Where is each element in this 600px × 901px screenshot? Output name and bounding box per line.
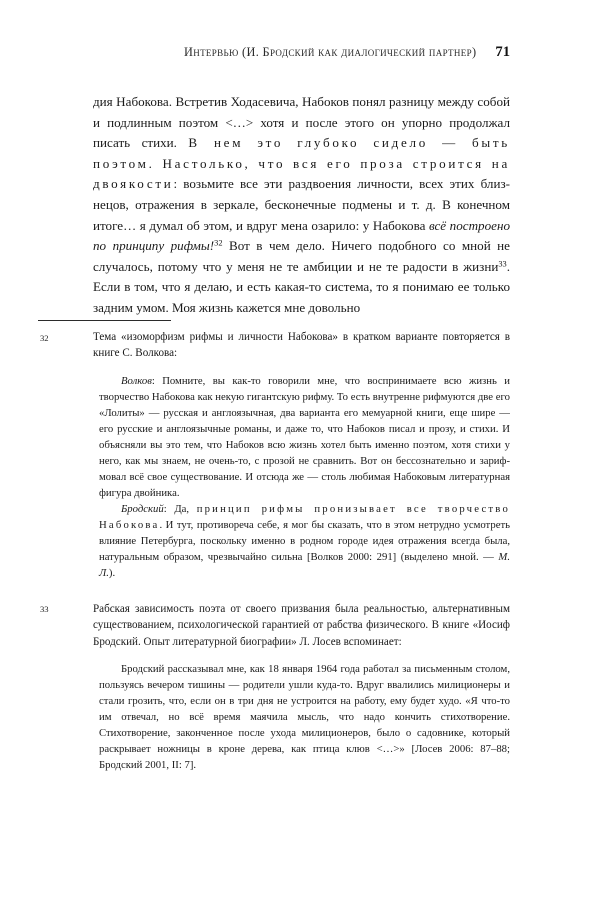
- body-text-block: [93, 92, 510, 319]
- quote-text-volkov: Помните, вы как-то говорили мне, что воспринимаете всю жизнь и творчество Набокова как некую гигантскую рифму. То есть внутренне рифмуются две его «Лолиты» — русская и англоязычная, два варианта его мемуарной книги, еще шире — его русские и англоязычные романы, и даже то, что Набоков писал и прозу, и стихи. И объясняли вы это тем, что Набоков всю жизнь хотел быть именно поэтом, хотя стихи у него, как мы знаем, не очень-то, с прозой не сравнить. Вот он бессознательно и зарифмовал всё свое существование. И отсюда же — столь любимая Набоковым литературная фигура двойника.: [99, 374, 510, 499]
- body-segment-3: : возьмите все эти раздвоения личности, всех этих близнецов, отражения в зеркале, бесконечные подмены и т. д. В конечном итоге… я думал об этом, и вдруг мена озарило: у Набокова: [93, 176, 510, 233]
- footnote-32-quote: [93, 373, 510, 581]
- footnotes-area: [38, 329, 510, 784]
- speaker-separator: :: [151, 374, 163, 387]
- footnote-ref-32[interactable]: 32: [214, 238, 223, 248]
- speaker-name-brodsky: Бродский: [121, 502, 164, 515]
- footnote-32-intro: Тема «изоморфизм рифмы и личности Набокова» в кратком варианте повторяется в книге С. Волкова:: [93, 331, 510, 360]
- footnote-33: [38, 601, 510, 773]
- running-head: [93, 44, 510, 61]
- body-segment-5: Вот в чем дело. Ничего подобного со мной не случалось, потому что у меня не те амбиции и не те радости в жизни: [93, 238, 510, 274]
- quote-emphasis-spaced-brodsky: принцип рифмы пронизывает все творчество Набокова: [99, 502, 510, 531]
- body-italic-quote: всё построено по принципу рифмы!: [93, 217, 510, 254]
- quote-turn-brodsky: [99, 501, 510, 581]
- quote-turn-losev: Бродский рассказывал мне, как 18 января 1964 года работал за письменным столом, пользуясь вечером тишины — родители ушли куда-то. Вдруг ввалились милиционеры и стали грозить, что, если он в три дня не устроится на работу, ему будет худо. «Я что-то им отвечал, но всё время маячила мысль, что надо кончить стихотворение. Стихотворение, законченное после ухода милиционеров, было о садовнике, который раскрывает ножницы в кроне дерева, как птица клюв <…>» [Лосев 2006: 87–88; Бродский 2001, II: 7].: [99, 663, 510, 772]
- footnote-separator-rule: [38, 320, 171, 321]
- footnote-33-intro: Рабская зависимость поэта от своего призвания была реальностью, альтернативным существованием, психологической гарантией от рабства физического. В книге «Иосиф Бродский. Опыт литературной биографии» Л. Лосев вспоминает:: [93, 602, 510, 648]
- body-emphasis-spaced-1: В нем это глубоко сидело — быть поэтом. Настолько, что вся его проза строится на двоякости: [93, 135, 510, 192]
- footnote-gap: [38, 592, 510, 601]
- footnote-32: [38, 329, 510, 581]
- footnote-ref-33[interactable]: 33: [498, 259, 507, 269]
- running-head-title: Интервью (И. Бродский как диалогический партнер): [184, 45, 477, 59]
- body-segment-6: . Если в том, что я делаю, и есть какая-то система, то я понимаю ее только задним умом. Моя жизнь кажется мне довольно: [93, 258, 510, 315]
- quote-text-brodsky-before: Да,: [174, 502, 197, 515]
- body-segment-1: дия Набокова. Встретив Ходасевича, Набоков понял разницу между собой и подлинным поэтом <…> хотя и после этого он упорно продолжал писать стихи.: [93, 94, 510, 151]
- body-paragraph: [93, 92, 510, 319]
- quote-text-brodsky-end: ).: [108, 566, 116, 579]
- quote-text-brodsky-after: . И тут, противореча себе, я мог бы сказать, что в этом нетрудно усмотреть влияние Петербурга, поскольку именно в родном городе идея отражения всегда была, натуральным образом, чрезвычайно сильна [Волков 2000: 291] (выделено мной. —: [99, 518, 510, 563]
- quote-attribution-initials: М. Л.: [99, 550, 510, 579]
- page-number: 71: [495, 44, 510, 60]
- quote-turn-volkov: [99, 373, 510, 501]
- speaker-separator: :: [163, 502, 175, 515]
- footnote-number-33: 33: [40, 604, 49, 615]
- speaker-name-volkov: Волков: [121, 374, 152, 387]
- footnote-number-32: 32: [40, 332, 49, 343]
- footnote-33-quote: [93, 661, 510, 773]
